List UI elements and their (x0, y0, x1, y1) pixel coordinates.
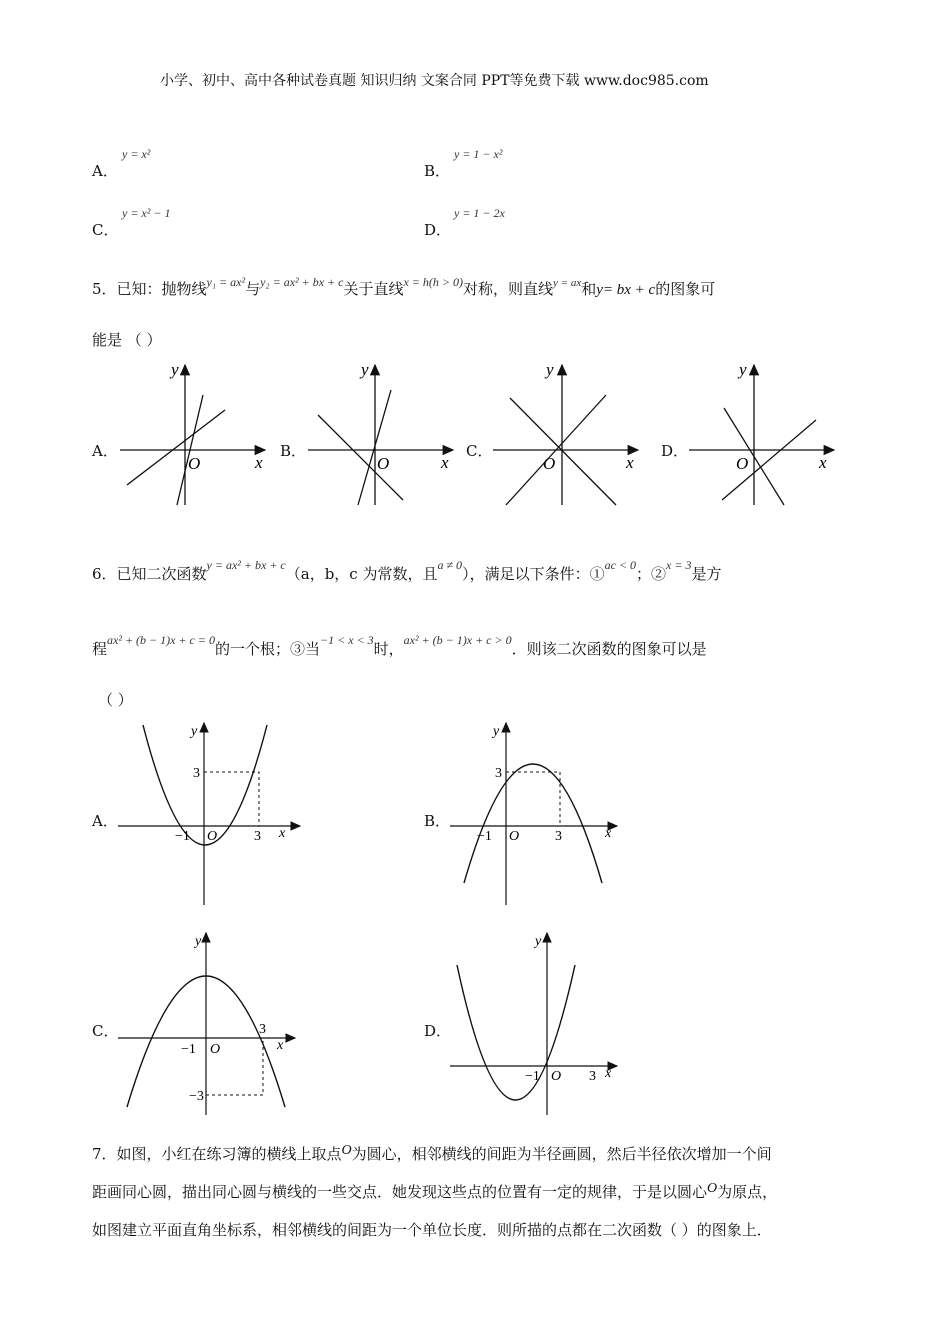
axis-label-y: y (546, 360, 554, 379)
option-c-formula: y = x² − 1 (122, 206, 171, 220)
page-header: 小学、初中、高中各种试卷真题 知识归纳 文案合同 PPT等免费下载 www.doc985.com (160, 73, 709, 89)
axis-label-x: x (819, 453, 827, 472)
q7-point-o-2: O (707, 1181, 718, 1196)
q5-graph-a (115, 355, 275, 510)
q5-graph-d (684, 355, 844, 510)
q6-text-5: 是方 (691, 565, 722, 583)
axis-label-x: x (279, 826, 286, 841)
line-1 (510, 398, 616, 505)
q6-formula-1: y = ax² + bx + c (206, 558, 286, 572)
q5-formula-2: y₂ = ax² + bx + c (260, 275, 344, 289)
q5-text-1: 5．已知：抛物线 (92, 280, 207, 298)
axis-label-x: x (277, 1038, 284, 1053)
y-tick-3: 3 (193, 766, 200, 781)
q6-text-8: 时， (373, 640, 404, 658)
x-tick-3: 3 (259, 1022, 266, 1037)
q5-graph-b (303, 355, 463, 510)
q7-line3: 如图建立平面直角坐标系，相邻横线的间距为一个单位长度．则所描的点都在二次函数（ ）的图象上． (92, 1221, 772, 1239)
line-1 (318, 415, 403, 500)
q6-formula-5: ax² + (b − 1)x + c = 0 (107, 633, 215, 647)
q6-formula-3: ac < 0 (604, 558, 637, 572)
q7-line2 (92, 1181, 777, 1202)
origin-label: O (509, 829, 520, 844)
q5-text-5: 和 (581, 280, 597, 298)
x-tick-3: 3 (589, 1069, 596, 1084)
q5-text-2: 与 (245, 280, 261, 298)
q6-graph-c (115, 925, 310, 1120)
q6-text-9: ．则该二次函数的图象可以是 (511, 640, 707, 658)
y-tick-3: 3 (495, 766, 502, 781)
axis-label-x: x (605, 1066, 612, 1081)
origin-label: O (207, 829, 218, 844)
q6-text-4: ；② (636, 565, 667, 583)
q6-graph-b (447, 715, 642, 910)
option-d-label: D． (424, 221, 452, 239)
q5-text-3: 关于直线 (343, 280, 404, 298)
q5-label-c: C． (466, 442, 493, 460)
option-b-label: B． (424, 162, 451, 180)
q6-text-7: 的一个根；③当 (214, 640, 320, 658)
q6-graph-a (115, 715, 310, 910)
q5-text-6: 的图象可 (655, 280, 716, 298)
q5-formula-5: y= bx + c (596, 282, 656, 298)
option-b-formula: y = 1 − x² (454, 147, 503, 161)
axis-label-y: y (493, 724, 500, 739)
q5-label-b: B． (280, 442, 307, 460)
q6-formula-4: x = 3 (666, 558, 692, 572)
axis-label-x: x (441, 453, 449, 472)
option-c-label: C． (92, 221, 119, 239)
q6-label-d: D． (424, 1022, 452, 1040)
option-a-formula: y = x² (122, 147, 151, 161)
x-tick-neg1: −1 (181, 1042, 196, 1057)
axis-label-y: y (535, 934, 542, 949)
q6-label-c: C． (92, 1022, 119, 1040)
line-1 (127, 410, 225, 485)
parabola (143, 725, 267, 845)
x-tick-neg1: −1 (525, 1069, 540, 1084)
q7-text-4: 为原点， (717, 1183, 778, 1201)
q6-text-2: （a，b，c 为常数，且 (285, 565, 438, 583)
q5-formula-1: y₁ = ax² (206, 275, 246, 289)
origin-label: O (551, 1069, 562, 1084)
q6-text-1: 6．已知二次函数 (92, 565, 207, 583)
origin-label: O (377, 454, 390, 473)
y-tick-neg3: −3 (189, 1089, 204, 1104)
x-tick-3: 3 (254, 829, 261, 844)
q6-text-6: 程 (92, 640, 108, 658)
axis-label-y: y (739, 360, 747, 379)
axis-label-x: x (605, 826, 612, 841)
q7-line1 (92, 1143, 772, 1164)
q6-formula-2: a ≠ 0 (437, 558, 463, 572)
axis-label-y: y (191, 724, 198, 739)
q5-stem (92, 275, 716, 299)
axis-label-x: x (255, 453, 263, 472)
q5-stem-line2: 能是 （ ） (92, 331, 162, 349)
dashed-guide (506, 772, 560, 826)
q6-stem-line2 (92, 633, 707, 659)
q5-text-4: 对称，则直线 (463, 280, 554, 298)
origin-label: O (188, 454, 201, 473)
q6-graph-d (447, 925, 642, 1120)
axis-label-y: y (361, 360, 369, 379)
q6-label-a: A． (92, 812, 118, 830)
q7-point-o-1: O (341, 1143, 352, 1158)
q6-stem-line3: （ ） (98, 691, 133, 709)
origin-label: O (736, 454, 749, 473)
q6-formula-7: ax² + (b − 1)x + c > 0 (403, 633, 512, 647)
q6-stem (92, 558, 722, 584)
parabola (464, 764, 602, 883)
q5-formula-3: x = h(h > 0) (403, 275, 463, 289)
axis-label-x: x (626, 453, 634, 472)
option-d-formula: y = 1 − 2x (454, 206, 505, 220)
q7-text-3: 距画同心圆，描出同心圆与横线的一些交点．她发现这些点的位置有一定的规律，于是以圆心 (92, 1183, 708, 1201)
axis-label-y: y (195, 934, 202, 949)
q5-label-d: D． (661, 442, 689, 460)
origin-label: O (543, 454, 556, 473)
x-tick-neg1: −1 (477, 829, 492, 844)
x-tick-3: 3 (555, 829, 562, 844)
q6-formula-6: −1 < x < 3 (320, 633, 374, 647)
option-a-label: A． (92, 162, 118, 180)
q6-text-3: ），满足以下条件：① (462, 565, 605, 583)
axis-label-y: y (171, 360, 179, 379)
q5-formula-4: y = ax (553, 277, 582, 289)
q5-graph-c (488, 355, 648, 510)
x-tick-neg1: −1 (175, 829, 190, 844)
q7-text-2: 为圆心，相邻横线的间距为半径画圆，然后半径依次增加一个间 (351, 1145, 772, 1163)
q6-label-b: B． (424, 812, 451, 830)
q5-label-a: A． (92, 442, 118, 460)
q7-text-1: 7．如图，小红在练习簿的横线上取点 (92, 1145, 342, 1163)
origin-label: O (210, 1042, 221, 1057)
